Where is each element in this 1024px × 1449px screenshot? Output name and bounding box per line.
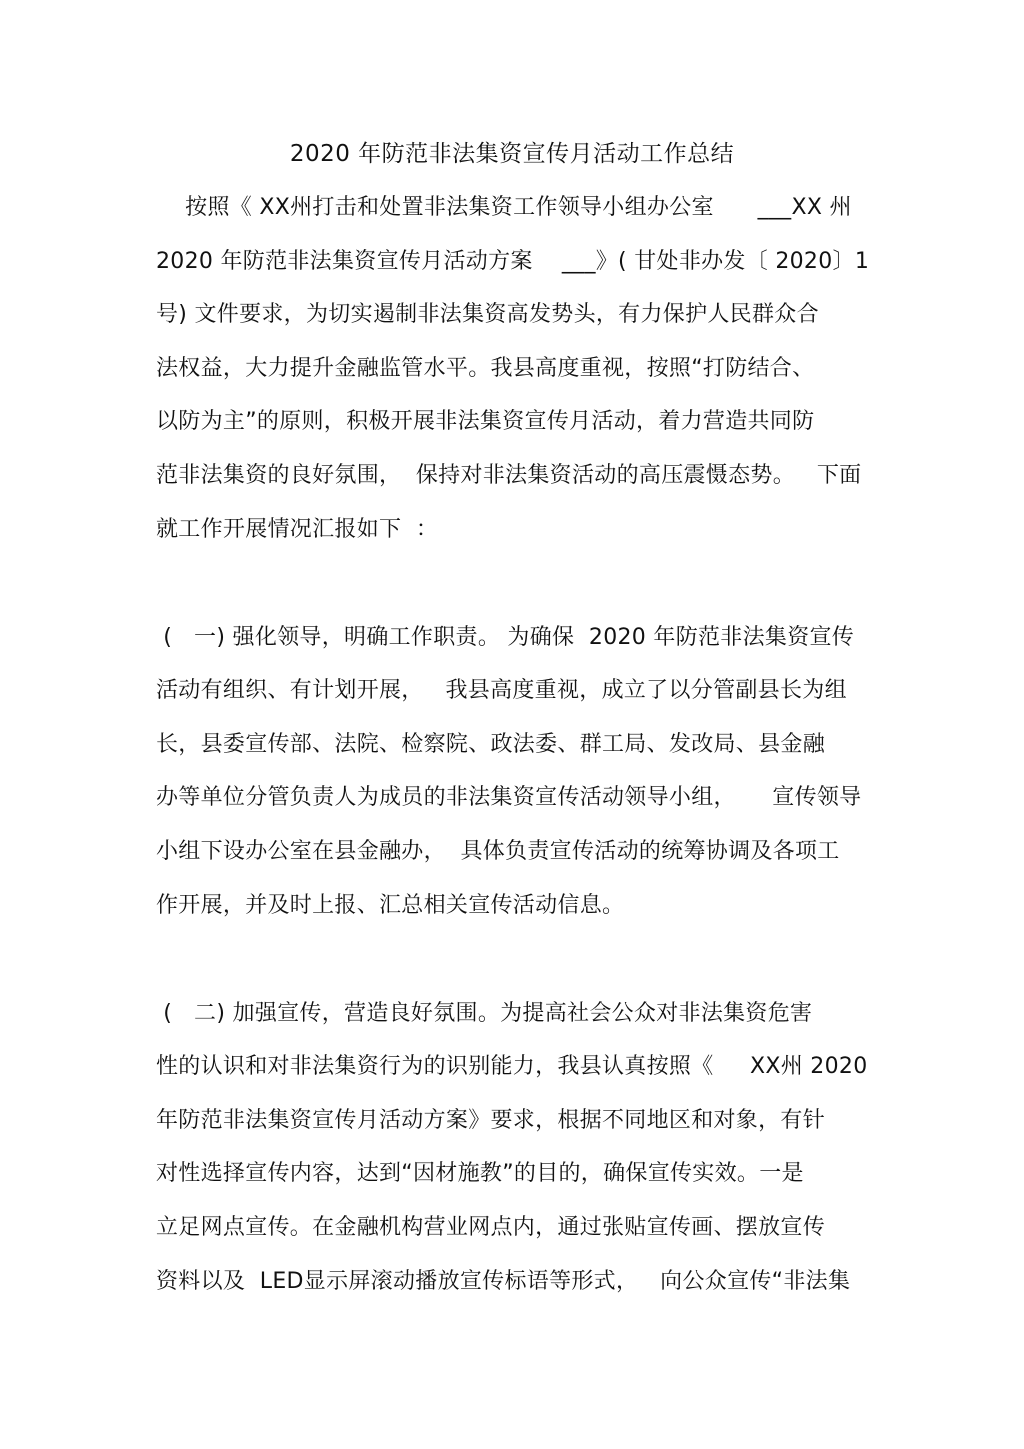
paragraph-line: 立足网点宣传。在金融机构营业网点内，通过张贴宣传画、摆放宣传 — [156, 1215, 826, 1240]
paragraph-line: 办等单位分管负责人为成员的非法集资宣传活动领导小组， 宣传领导 — [156, 785, 862, 810]
paragraph-line: 长，县委宣传部、法院、检察院、政法委、群工局、发改局、县金融 — [156, 732, 826, 757]
paragraph-line: 小组下设办公室在县金融办， 具体负责宣传活动的统筹协调及各项工 — [156, 839, 840, 864]
paragraph-line: 2020 年防范非法集资宣传月活动方案 ___》( 甘处非办发〔 2020〕1 — [156, 249, 870, 274]
paragraph-line: 按照《 XX州打击和处置非法集资工作领导小组办公室 ___XX 州 — [156, 195, 852, 220]
paragraph-line: 就工作开展情况汇报如下 ： — [156, 517, 439, 542]
paragraph-line: 以防为主”的原则，积极开展非法集资宣传月活动，着力营造共同防 — [156, 409, 815, 434]
paragraph-line: 年防范非法集资宣传月活动方案》要求，根据不同地区和对象，有针 — [156, 1108, 826, 1133]
paragraph-line: ( 一) 强化领导，明确工作职责。 为确保 2020 年防范非法集资宣传 — [156, 625, 855, 650]
paragraph-line: ( 二) 加强宣传，营造良好氛围。为提高社会公众对非法集资危害 — [156, 1001, 813, 1026]
paragraph-line: 作开展，并及时上报、汇总相关宣传活动信息。 — [156, 893, 625, 918]
paragraph-line: 法权益，大力提升金融监管水平。我县高度重视，按照“打防结合、 — [156, 356, 815, 381]
document-title: 2020 年防范非法集资宣传月活动工作总结 — [289, 141, 735, 167]
paragraph-line: 资料以及 LED显示屏滚动播放宣传标语等形式， 向公众宣传“非法集 — [156, 1269, 851, 1294]
paragraph-line: 活动有组织、有计划开展， 我县高度重视，成立了以分管副县长为组 — [156, 678, 847, 703]
paragraph-line: 范非法集资的良好氛围， 保持对非法集资活动的高压震慑态势。 下面 — [156, 463, 862, 488]
paragraph-line: 对性选择宣传内容，达到“因材施教”的目的，确保宣传实效。一是 — [156, 1161, 804, 1186]
paragraph-line: 号) 文件要求，为切实遏制非法集资高发势头，有力保护人民群众合 — [156, 302, 819, 327]
paragraph-line: 性的认识和对非法集资行为的识别能力，我县认真按照《 XX州 2020 — [156, 1054, 868, 1079]
